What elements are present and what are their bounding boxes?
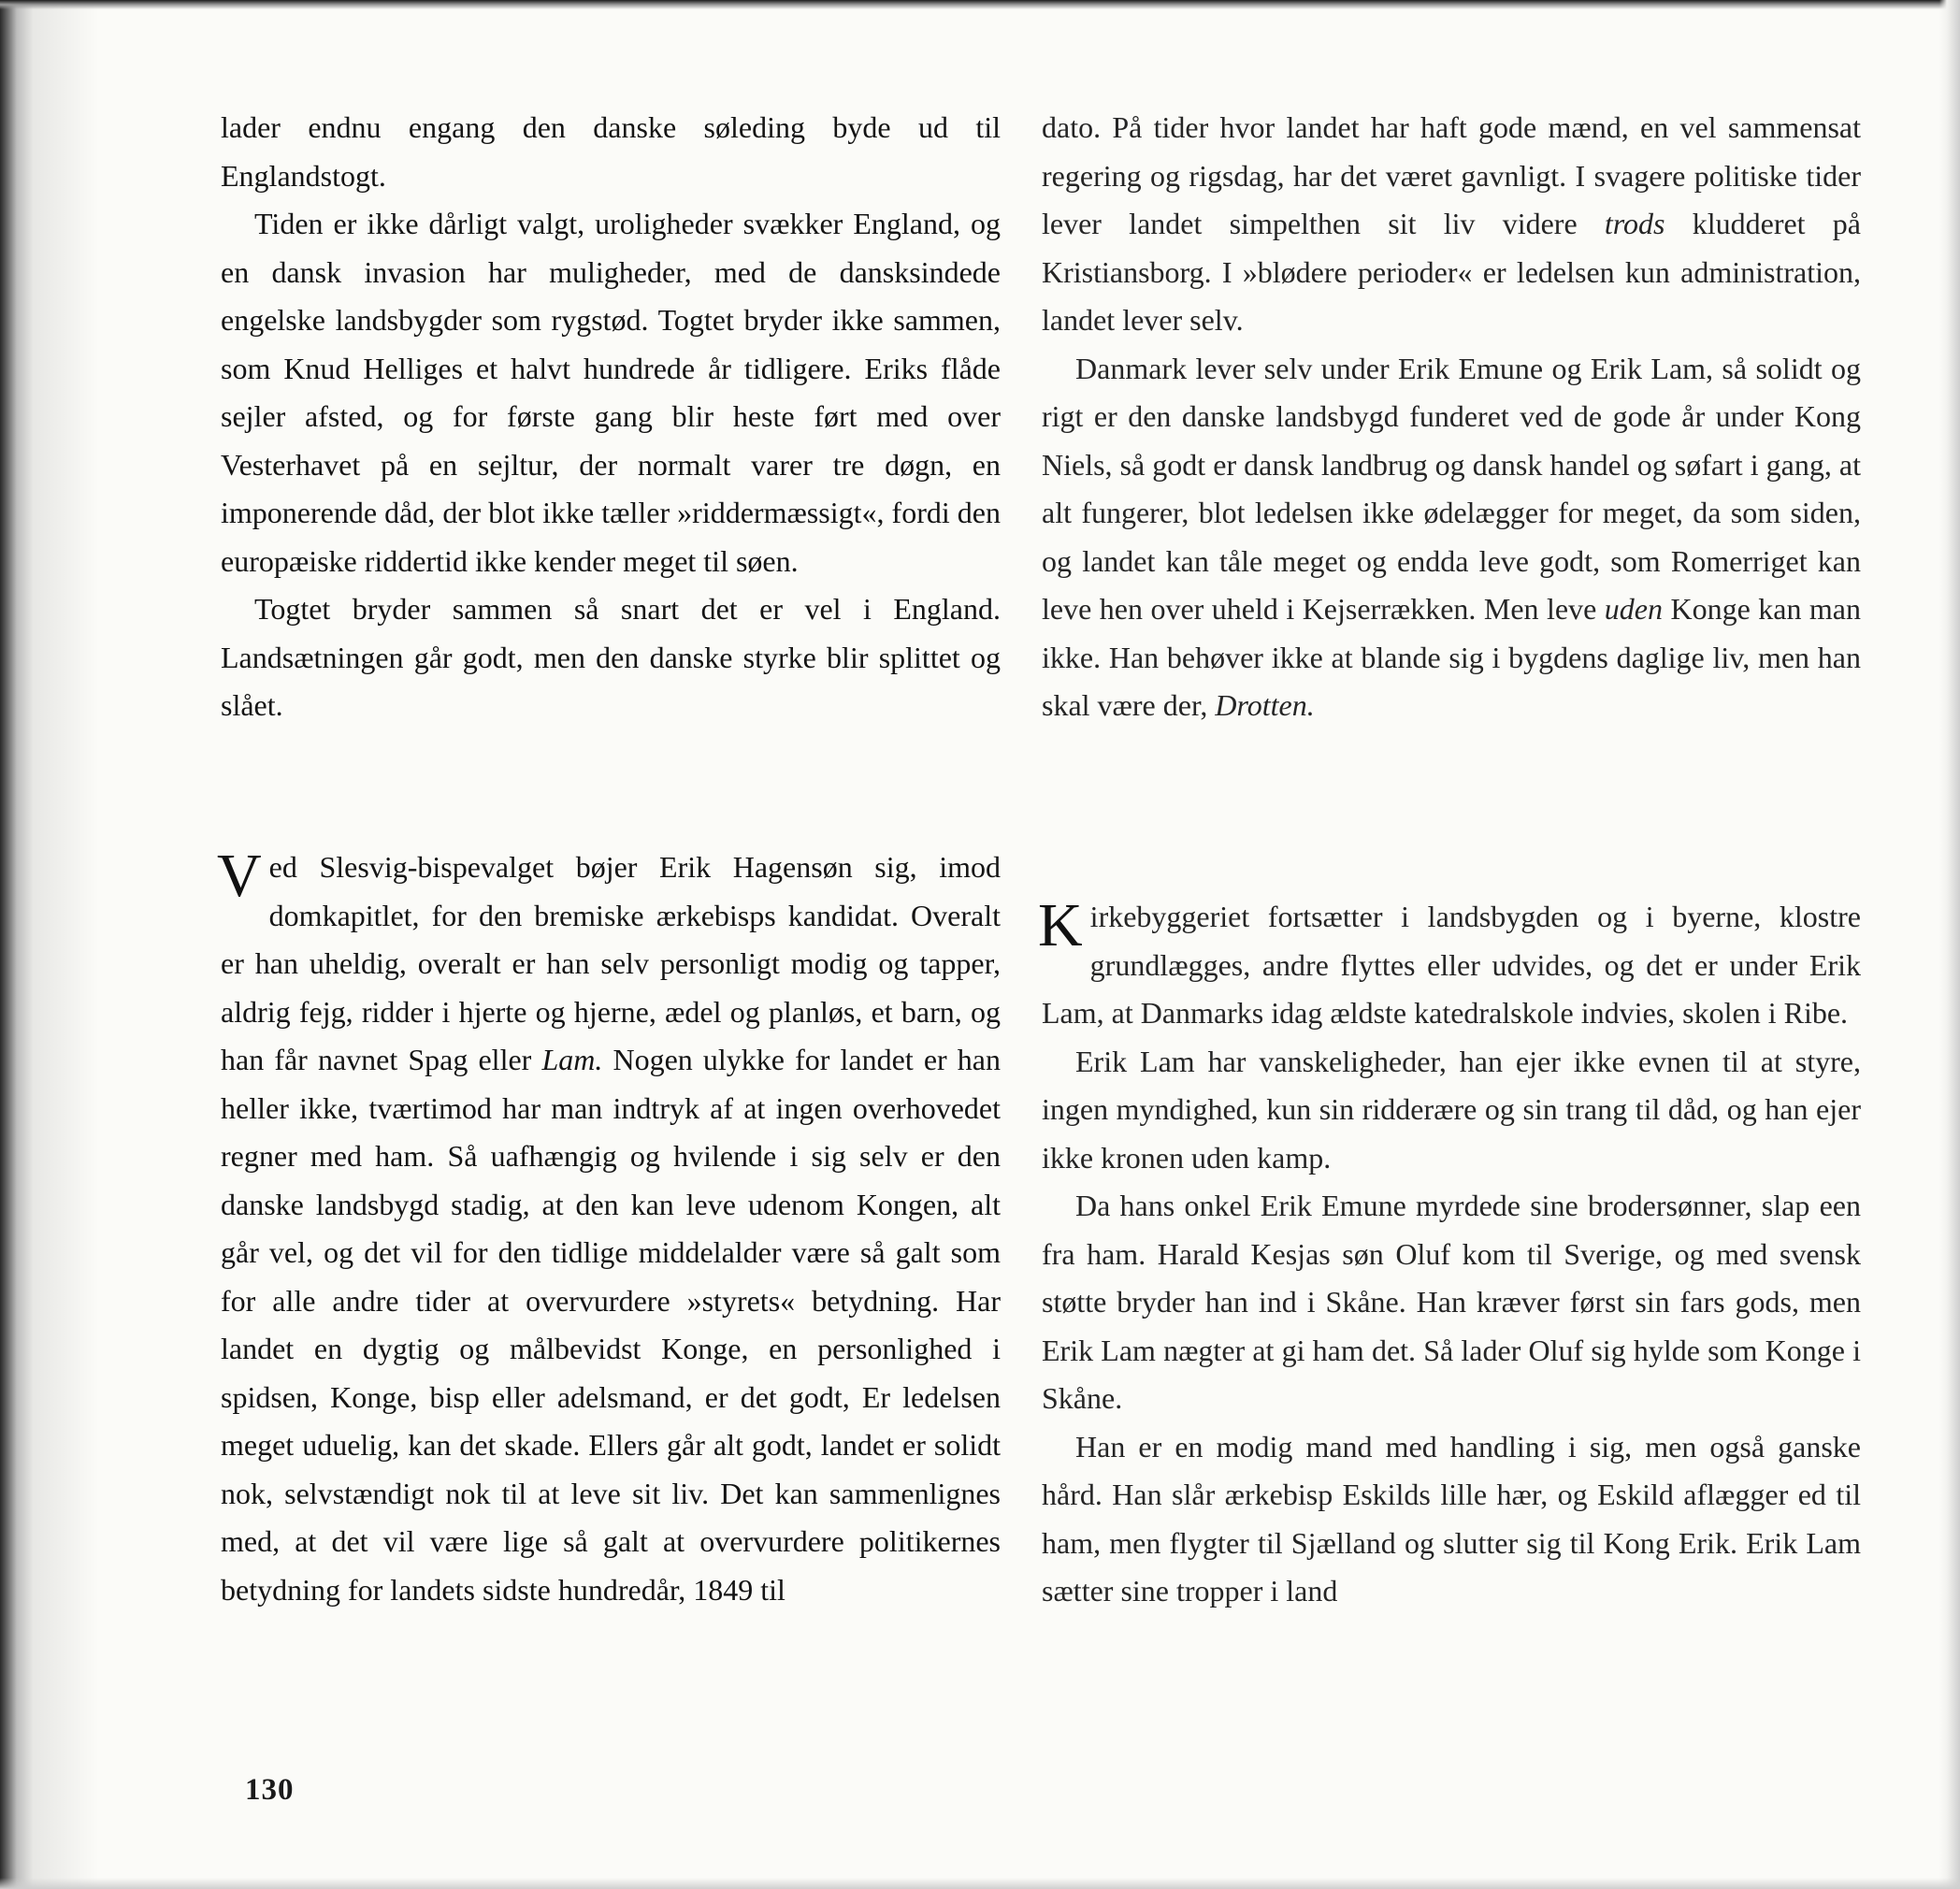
paragraph: Han er en modig mand med handling i sig, men også ganske hård. Han slår ærkebisp Eskilds lille hær, og Eskild aflægger ed til ham, men flygter til Sjælland og slutter sig til Kong Erik. Erik Lam sætter sine tropper i land <box>1042 1429 1861 1608</box>
paragraph-text: Nogen ulykke for landet er han heller ikke, tværtimod har man indtryk af at ingen overhovedet regner med ham. Så uafhængig og hvilende i sig selv er den danske landsbygd stadig, at den kan leve udenom Kongen, alt går vel, og det vil for den tidlige middelalder være så galt som for alle andre tider at overvurdere »styrets« betydning. Har landet en dygtig og målbevidst Konge, en personlighed i spidsen, Konge, bisp eller adelsmand, er det godt, Er ledelsen meget uduelig, kan det skade. Ellers går alt godt, landet er solidt nok, selvstændigt nok til at leve sit liv. Det kan sammenlignes med, at det vil være lige så galt at overvurdere politikernes betydning for landets sidste hundredår, 1849 til <box>221 1043 1002 1607</box>
italic-word: Lam. <box>541 1043 603 1076</box>
page-bottom-edge <box>0 1878 1960 1889</box>
paragraph-text: Konge kan man ikke. Han behøver ikke at blande sig i bygdens daglige liv, men han skal være der, <box>1042 592 1862 722</box>
paragraph: lader endnu engang den danske søleding byde ud til Englandstogt. <box>221 110 1001 193</box>
section-opening-paragraph <box>1038 891 1861 1038</box>
paragraph-text: dato. På tider hvor landet har haft gode mænd, en vel sammensat regering og rigsdag, har det været gavnligt. I svagere politiske tider lever landet simpelthen sit liv videre <box>1042 110 1861 240</box>
book-binding-edge <box>0 0 34 1889</box>
page-number: 130 <box>245 1773 295 1807</box>
paragraph <box>1042 104 1861 345</box>
paragraph-text: kludderet på Kristiansborg. I »blødere perioder« er ledelsen kun administration, landet lever selv. <box>1042 207 1861 337</box>
paragraph-text: Danmark lever selv under Erik Emune og Erik Lam, så solidt og rigt er den danske landsbygd funderet ved de gode år under Kong Niels, så godt er dansk landbrug og dansk handel og søfart i gang, at alt fungerer, blot ledelsen ikke ødelægger for meget, da som siden, og landet kan tåle meget og endda leve godt, som Romerriget kan leve hen over uheld i Kejserrækken. Men leve <box>1042 351 1861 626</box>
italic-word: trods <box>1604 207 1665 240</box>
left-column-section <box>217 842 1002 1614</box>
drop-cap: K <box>1038 891 1083 959</box>
paragraph-text: ed Slesvig-bispevalget bøjer Erik Hagensøn sig, imod domkapitlet, for den bremiske ærkebisps kandidat. Overalt er han uheldig, overalt er han selv personligt modig og tapper, aldrig fejg, ridder i hjerte og hjerne, ædel og planløs, et barn, og han får navnet Spag eller <box>221 850 1001 1076</box>
left-column-top-block <box>221 104 1001 730</box>
paragraph: Da hans onkel Erik Emune myrdede sine brodersønner, slap een fra ham. Harald Kesjas søn Oluf kom til Sverige, og med svensk støtte bryder han ind i Skåne. Han kræver først sin fars gods, men Erik Lam nægter at gi ham det. Så lader Oluf sig hylde som Konge i Skåne. <box>1042 1189 1861 1415</box>
right-column-top-block <box>1042 104 1861 730</box>
right-column-section <box>1038 891 1861 1616</box>
section-opening-paragraph <box>217 842 1002 1614</box>
paragraph <box>1042 345 1861 730</box>
page-right-edge <box>1939 0 1960 1889</box>
page-gutter-shadow <box>34 0 99 1889</box>
paragraph: Erik Lam har vanskeligheder, han ejer ikke evnen til at styre, ingen myndighed, kun sin ridderære og sin trang til dåd, og han ejer ikke kronen uden kamp. <box>1042 1044 1861 1175</box>
italic-word: uden <box>1604 592 1663 626</box>
paragraph: Togtet bryder sammen så snart det er vel i England. Landsætningen går godt, men den danske styrke blir splittet og slået. <box>221 592 1001 722</box>
page-top-edge <box>0 0 1960 9</box>
paragraph-text: irkebyggeriet fortsætter i landsbygden og i byerne, klostre grundlægges, andre flyttes eller udvides, og det er under Erik Lam, at Danmarks idag ældste katedralskole indvies, skolen i Ribe. <box>1042 900 1861 1030</box>
paragraph: Tiden er ikke dårligt valgt, uroligheder svækker England, og en dansk invasion har muligheder, med de dansksindede engelske landsbygder som rygstød. Togtet bryder ikke sammen, som Knud Helliges et halvt hundrede år tidligere. Eriks flåde sejler afsted, og for første gang blir heste ført med over Vesterhavet på en sejltur, der normalt varer tre døgn, en imponerende dåd, der blot ikke tæller »riddermæssigt«, fordi den europæiske riddertid ikke kender meget til søen. <box>221 207 1001 578</box>
italic-word: Drotten. <box>1215 688 1315 722</box>
drop-cap: V <box>217 842 262 910</box>
